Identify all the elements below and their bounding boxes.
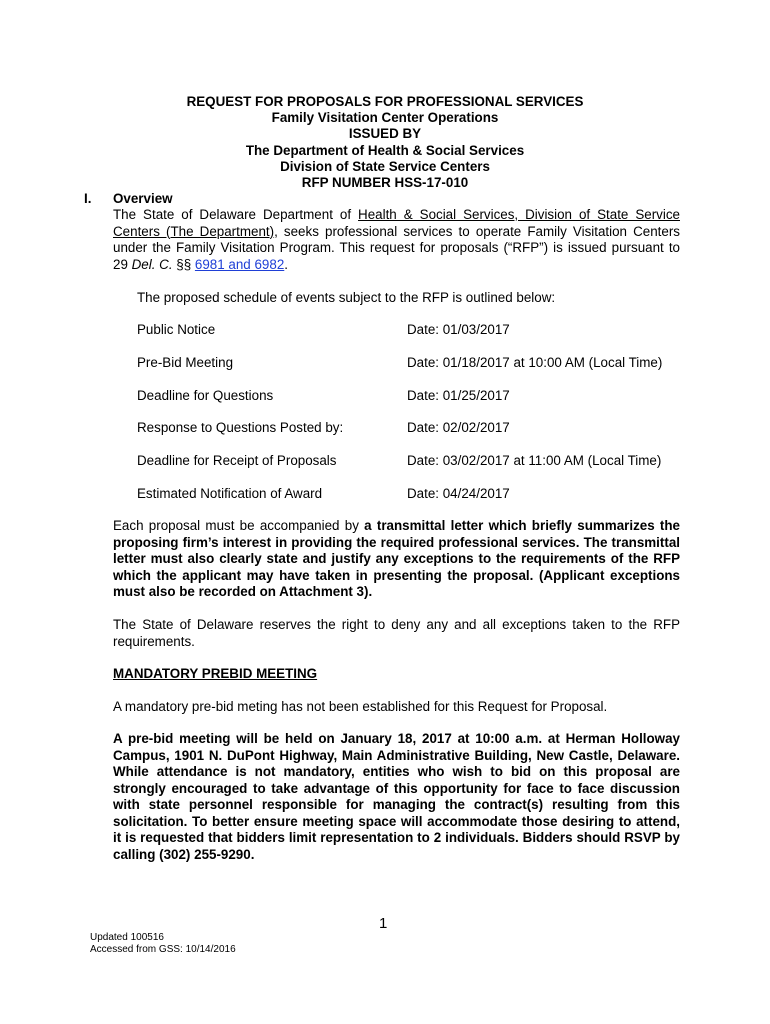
overview-text-a: The State of Delaware Department of	[113, 207, 359, 222]
exceptions-paragraph: The State of Delaware reserves the right to deny any and all exceptions taken to the RFP requirements.	[113, 617, 680, 649]
schedule-date: Date: 01/18/2017 at 10:00 AM (Local Time)	[407, 355, 663, 370]
schedule-intro: The proposed schedule of events subject to the RFP is outlined below:	[137, 290, 556, 305]
header-rfp-number: RFP NUMBER HSS-17-010	[301, 174, 469, 190]
header-subtitle: Family Visitation Center Operations	[271, 110, 499, 126]
document-header	[0, 94, 770, 191]
overview-text-b: , seeks professional services to operate Family Visitation Centers under the Family Visitation Program. This request for proposals (“RFP”) is issued pursuant to 29	[113, 223, 681, 272]
schedule-event: Public Notice	[137, 322, 216, 337]
page-number: 1	[379, 915, 388, 932]
schedule-date: Date: 01/03/2017	[407, 322, 510, 337]
schedule-event: Estimated Notification of Award	[137, 486, 323, 501]
schedule-event: Deadline for Receipt of Proposals	[137, 453, 337, 468]
section-number: I.	[84, 191, 92, 206]
schedule-event: Deadline for Questions	[137, 388, 274, 403]
prebid-heading-text: MANDATORY PREBID MEETING	[113, 666, 318, 681]
page-footer	[90, 932, 236, 956]
header-issued-by: ISSUED BY	[348, 126, 422, 142]
footer-updated: Updated 100516	[90, 932, 164, 943]
header-department: The Department of Health & Social Services	[245, 142, 525, 158]
prebid-paragraph-1: A mandatory pre-bid meting has not been established for this Request for Proposal.	[113, 699, 608, 714]
department-name: Health & Social Services, Division of State Service Centers (The Department)	[113, 207, 680, 239]
footer-accessed: Accessed from GSS: 10/14/2016	[90, 944, 236, 955]
schedule-date: Date: 02/02/2017	[407, 420, 510, 435]
citation-code: Del. C.	[131, 256, 173, 272]
transmittal-bold: a transmittal letter which briefly summarizes the proposing firm’s interest in providing the required professional services. The transmittal letter must also clearly state and justify any exceptions to the requirements of the RFP which the applicant may have taken in presenting the proposal. (Applicant exceptions must also be recorded on Attachment 3).	[113, 518, 681, 599]
prebid-paragraph-2: A pre-bid meeting will be held on January 18, 2017 at 10:00 a.m. at Herman Holloway Campus, 1901 N. DuPont Highway, Main Administrative Building, New Castle, Delaware. While attendance is not mandatory, entities who wish to bid on this proposal are strongly encouraged to take advantage of this opportunity for face to face discussion with state personnel responsible for managing the contract(s) resulting from this solicitation. To better ensure meeting space will accommodate those desiring to attend, it is requested that bidders limit representation to 2 individuals. Bidders should RSVP by calling (302) 255-9290.	[113, 731, 680, 862]
overview-text-d: .	[284, 256, 289, 272]
section-title: Overview	[113, 191, 173, 206]
overview-text-c: §§	[172, 256, 195, 272]
schedule-date: Date: 01/25/2017	[407, 388, 510, 403]
schedule-event: Response to Questions Posted by:	[137, 420, 344, 435]
transmittal-paragraph	[113, 518, 680, 601]
overview-paragraph	[113, 207, 680, 273]
header-title: REQUEST FOR PROPOSALS FOR PROFESSIONAL SERVICES	[186, 94, 584, 109]
citation-link[interactable]: 6981 and 6982	[194, 256, 285, 272]
schedule-date: Date: 03/02/2017 at 11:00 AM (Local Time)	[407, 453, 662, 468]
schedule-event: Pre-Bid Meeting	[137, 355, 234, 370]
schedule-date: Date: 04/24/2017	[407, 486, 510, 501]
transmittal-plain: Each proposal must be accompanied by	[113, 518, 365, 533]
header-division: Division of State Service Centers	[280, 158, 490, 174]
prebid-heading	[113, 666, 680, 683]
